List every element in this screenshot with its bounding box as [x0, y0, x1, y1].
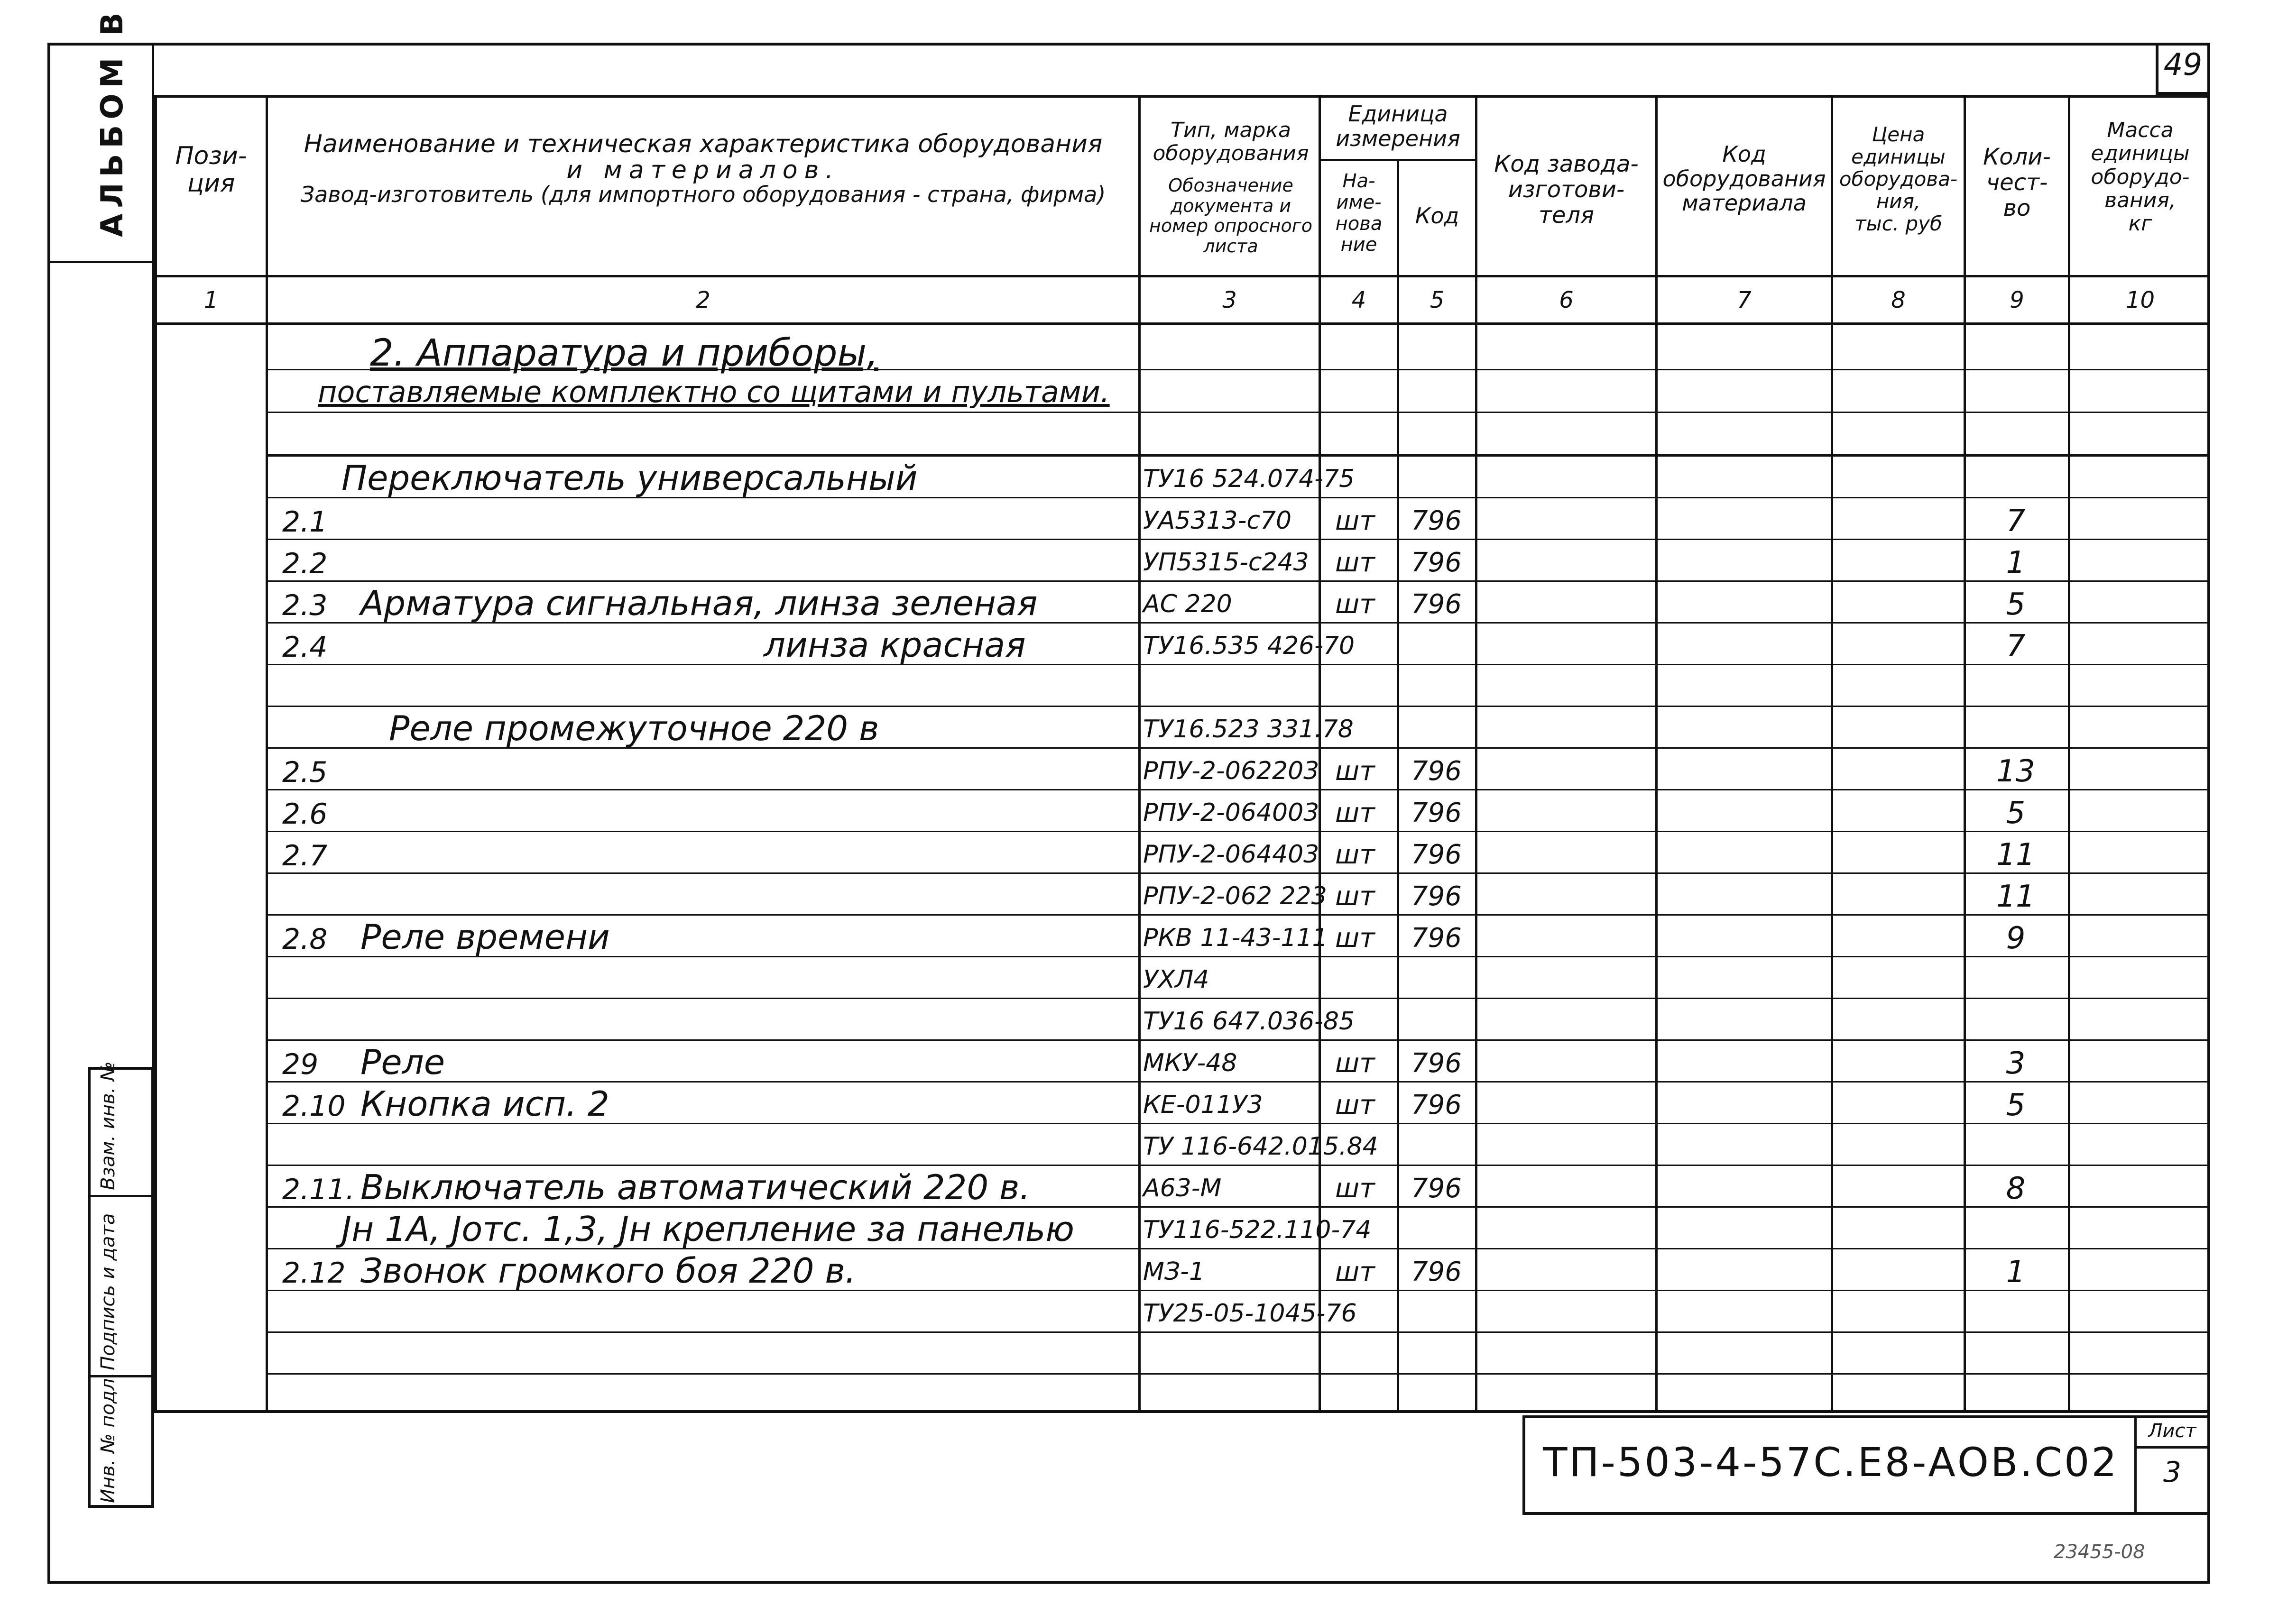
- side-stamp-inv: Инв. № подл.: [97, 1372, 119, 1503]
- header-plant-code: Код завода- изготови- теля: [1494, 151, 1639, 229]
- row-8-pos: 2.5: [282, 756, 328, 789]
- row-line: [266, 412, 2210, 413]
- row-20-qty: 1: [2006, 1255, 2026, 1290]
- row-line: [266, 789, 2210, 790]
- row-8-code: 796: [1411, 756, 1462, 787]
- row-1-name: Переключатель универсальный: [341, 458, 918, 498]
- archive-mark: 23455-08: [2054, 1541, 2145, 1563]
- row-line: [266, 455, 2210, 457]
- row-19-type: ТУ116-522.110-74: [1143, 1216, 1372, 1244]
- row-9-unit: шт: [1335, 798, 1375, 828]
- row-9-type: РПУ-2-064003: [1143, 798, 1319, 827]
- row-16-name: Кнопка исп. 2: [360, 1084, 609, 1124]
- row-4-code: 796: [1411, 589, 1462, 620]
- row-12-qty: 9: [2006, 921, 2026, 956]
- row-line: [266, 539, 2210, 540]
- row-18-pos: 2.11.: [282, 1173, 355, 1206]
- row-2-type: УА5313-с70: [1143, 506, 1292, 535]
- colnum-1: 1: [203, 287, 219, 313]
- row-18-name: Выключатель автоматический 220 в.: [360, 1167, 1031, 1207]
- header-name-line3: Завод-изготовитель (для импортного оборудования - страна, фирма): [300, 182, 1106, 207]
- row-1-type: ТУ16 524.074-75: [1143, 465, 1355, 493]
- row-15-type: МКУ-48: [1143, 1049, 1237, 1077]
- row-3-code: 796: [1411, 547, 1462, 578]
- colnum-8: 8: [1891, 287, 1906, 313]
- header-price: Цена единицы оборудова- ния, тыс. руб: [1839, 123, 1958, 236]
- row-2-unit: шт: [1335, 505, 1375, 536]
- row-7-name: Реле промежуточное 220 в: [389, 708, 879, 748]
- row-15-pos: 29: [282, 1048, 319, 1081]
- row-10-pos: 2.7: [282, 839, 328, 872]
- row-21-type: ТУ25-05-1045-76: [1143, 1299, 1357, 1328]
- header-position: Пози- ция: [175, 142, 247, 198]
- row-12-unit: шт: [1335, 923, 1375, 954]
- header-type: Тип, марка оборудования: [1153, 118, 1309, 166]
- row-20-unit: шт: [1335, 1257, 1375, 1287]
- row-9-qty: 5: [2006, 796, 2026, 831]
- header-quantity: Коли- чест- во: [1983, 144, 2051, 221]
- colnum-5: 5: [1430, 287, 1445, 313]
- row-8-unit: шт: [1335, 756, 1375, 787]
- row-20-type: МЗ-1: [1143, 1257, 1205, 1286]
- row-12-pos: 2.8: [282, 923, 328, 956]
- section-title: 2. Аппаратура и приборы,: [370, 332, 878, 375]
- row-15-qty: 3: [2006, 1046, 2026, 1081]
- row-2-qty: 7: [2006, 504, 2026, 539]
- row-line: [266, 1039, 2210, 1041]
- row-3-pos: 2.2: [282, 547, 328, 580]
- row-line: [266, 998, 2210, 999]
- header-unit-group: Единица измерения: [1336, 101, 1460, 151]
- row-20-code: 796: [1411, 1257, 1462, 1287]
- row-15-code: 796: [1411, 1048, 1462, 1079]
- row-18-qty: 8: [2006, 1171, 2026, 1206]
- row-15-unit: шт: [1335, 1048, 1375, 1079]
- row-2-code: 796: [1411, 505, 1462, 536]
- row-12-type: РКВ 11-43-111: [1143, 924, 1328, 952]
- row-16-qty: 5: [2006, 1088, 2026, 1123]
- row-12-code: 796: [1411, 923, 1462, 954]
- sheet-label: Лист: [2148, 1420, 2196, 1442]
- row-4-name: Арматура сигнальная, линза зеленая: [360, 583, 1038, 623]
- row-5-qty: 7: [2006, 629, 2026, 664]
- row-18-type: А63-М: [1143, 1174, 1222, 1202]
- row-5-pos: 2.4: [282, 631, 328, 664]
- row-3-unit: шт: [1335, 547, 1375, 578]
- colnum-9: 9: [2010, 287, 2024, 313]
- row-4-qty: 5: [2006, 587, 2026, 622]
- row-2-pos: 2.1: [282, 505, 328, 539]
- row-4-type: АС 220: [1143, 590, 1232, 618]
- side-stamp-replace: Взам. инв. №: [97, 1061, 119, 1190]
- row-17-type: ТУ 116-642.015.84: [1143, 1132, 1378, 1161]
- row-line: [266, 872, 2210, 874]
- section-subtitle: поставляемые комплектно со щитами и пультами.: [318, 375, 1110, 409]
- colnum-10: 10: [2125, 287, 2155, 313]
- row-14-type: ТУ16 647.036-85: [1143, 1007, 1355, 1036]
- row-11-qty: 11: [1996, 879, 2035, 914]
- row-line: [266, 1373, 2210, 1375]
- row-12-name: Реле времени: [360, 917, 610, 957]
- row-9-code: 796: [1411, 798, 1462, 828]
- row-8-type: РПУ-2-062203: [1143, 757, 1319, 785]
- row-15-name: Реле: [360, 1042, 445, 1082]
- row-9-pos: 2.6: [282, 798, 328, 831]
- row-10-qty: 11: [1996, 837, 2035, 872]
- album-label: АЛЬБОМ В: [95, 7, 130, 237]
- sheet-number: 3: [2163, 1456, 2182, 1489]
- row-19-name: Jн 1А, Jотс. 1,3, Jн крепление за панелью: [341, 1209, 1074, 1249]
- row-line: [266, 1331, 2210, 1333]
- page-number: 49: [2163, 47, 2203, 83]
- header-equipment-code: Код оборудования материала: [1662, 141, 1826, 216]
- row-16-pos: 2.10: [282, 1090, 346, 1123]
- row-18-code: 796: [1411, 1173, 1462, 1204]
- row-4-unit: шт: [1335, 589, 1375, 620]
- album-box-line: [47, 261, 152, 263]
- side-stamp-signature: Подпись и дата: [97, 1213, 119, 1370]
- row-3-qty: 1: [2006, 545, 2026, 580]
- row-5-type: ТУ16.535 426-70: [1143, 632, 1355, 660]
- row-10-code: 796: [1411, 839, 1462, 870]
- header-mass: Масса единицы оборудо- вания, кг: [2091, 118, 2190, 236]
- colnum-6: 6: [1559, 287, 1574, 313]
- row-3-type: УП5315-с243: [1143, 548, 1309, 577]
- header-unit-code: Код: [1415, 203, 1459, 229]
- row-11-unit: шт: [1335, 881, 1375, 912]
- row-20-pos: 2.12: [282, 1257, 346, 1290]
- row-10-type: РПУ-2-064403: [1143, 840, 1319, 869]
- row-10-unit: шт: [1335, 839, 1375, 870]
- row-16-code: 796: [1411, 1090, 1462, 1120]
- colnum-3: 3: [1222, 287, 1237, 313]
- colnum-2: 2: [696, 287, 710, 313]
- row-line: [266, 914, 2210, 916]
- row-16-type: КЕ-011У3: [1143, 1091, 1263, 1119]
- colnum-4: 4: [1351, 287, 1366, 313]
- row-line: [266, 706, 2210, 707]
- colnum-7: 7: [1737, 287, 1752, 313]
- row-5-name: линза красная: [764, 625, 1026, 665]
- row-18-unit: шт: [1335, 1173, 1375, 1204]
- row-4-pos: 2.3: [282, 589, 328, 622]
- row-8-qty: 13: [1996, 754, 2035, 789]
- row-line: [266, 580, 2210, 582]
- row-11-type: РПУ-2-062 223: [1143, 882, 1327, 910]
- row-20-name: Звонок громкого боя 220 в.: [360, 1251, 856, 1291]
- row-11-code: 796: [1411, 881, 1462, 912]
- row-line: [266, 1081, 2210, 1083]
- row-16-unit: шт: [1335, 1090, 1375, 1120]
- row-line: [266, 664, 2210, 665]
- document-code: ТП-503-4-57С.Е8-АОВ.С02: [1543, 1439, 2119, 1486]
- header-name-line2: и материалов.: [566, 156, 840, 184]
- header-unit-name: На- име- нова ние: [1335, 170, 1383, 256]
- row-line: [266, 831, 2210, 832]
- header-name-line1: Наименование и техническая характеристика оборудования: [304, 130, 1103, 158]
- row-7-type: ТУ16.523 331.78: [1143, 715, 1354, 743]
- row-line: [266, 1165, 2210, 1166]
- row-13-type: УХЛ4: [1143, 965, 1209, 994]
- header-document: Обозначение документа и номер опросного листа: [1149, 175, 1312, 257]
